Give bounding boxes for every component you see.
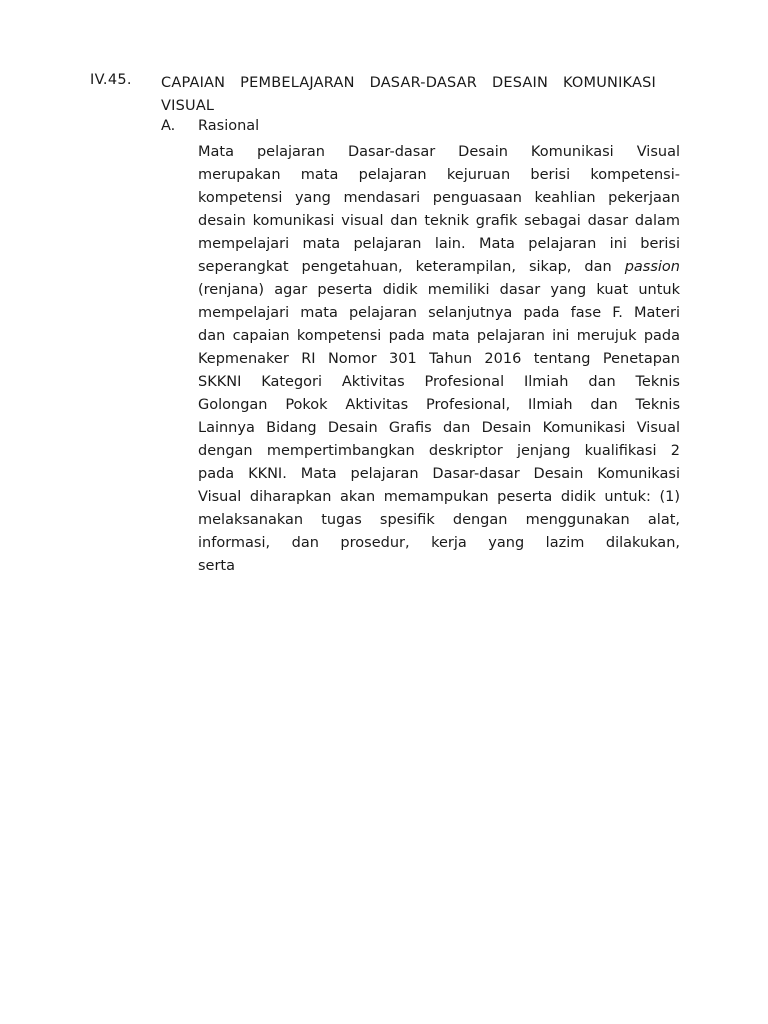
subsection-letter: A. (161, 118, 176, 134)
paragraph-line: Lainnya Bidang Desain Grafis dan Desain Komunikasi Visual (198, 420, 680, 436)
paragraph-line-text: seperangkat pengetahuan, keterampilan, sikap, dan (198, 259, 612, 275)
paragraph-line: pada KKNI. Mata pelajaran Dasar-dasar Desain Komunikasi (198, 466, 680, 482)
paragraph-line: dengan mempertimbangkan deskriptor jenjang kualifikasi 2 (198, 443, 680, 459)
paragraph-line: dan capaian kompetensi pada mata pelajaran ini merujuk pada (198, 328, 680, 344)
section-number: IV.45. (90, 72, 132, 88)
paragraph-line: mempelajari mata pelajaran lain. Mata pelajaran ini berisi (198, 236, 680, 252)
paragraph-line: merupakan mata pelajaran kejuruan berisi kompetensi- (198, 167, 680, 183)
section-title-line-1: CAPAIAN PEMBELAJARAN DASAR-DASAR DESAIN KOMUNIKASI (161, 75, 656, 91)
paragraph-line: melaksanakan tugas spesifik dengan menggunakan alat, (198, 512, 680, 528)
paragraph-line: Kepmenaker RI Nomor 301 Tahun 2016 tentang Penetapan (198, 351, 680, 367)
paragraph-line: Golongan Pokok Aktivitas Profesional, Ilmiah dan Teknis (198, 397, 680, 413)
paragraph-line: kompetensi yang mendasari penguasaan keahlian pekerjaan (198, 190, 680, 206)
paragraph-line: (renjana) agar peserta didik memiliki dasar yang kuat untuk (198, 282, 680, 298)
body-paragraph (198, 141, 680, 578)
paragraph-line: desain komunikasi visual dan teknik grafik sebagai dasar dalam (198, 213, 680, 229)
section-title (161, 72, 656, 118)
paragraph-line-with-italic (198, 256, 680, 279)
section-title-line-2: VISUAL (161, 98, 215, 114)
subsection-title: Rasional (198, 118, 260, 134)
paragraph-line-last: serta (198, 558, 236, 574)
paragraph-line: SKKNI Kategori Aktivitas Profesional Ilmiah dan Teknis (198, 374, 680, 390)
paragraph-line: Visual diharapkan akan memampukan peserta didik untuk: (1) (198, 489, 680, 505)
paragraph-line: mempelajari mata pelajaran selanjutnya pada fase F. Materi (198, 305, 680, 321)
paragraph-line: Mata pelajaran Dasar-dasar Desain Komunikasi Visual (198, 144, 680, 160)
paragraph-line: informasi, dan prosedur, kerja yang lazim dilakukan, (198, 535, 680, 551)
italic-term: passion (624, 259, 680, 275)
